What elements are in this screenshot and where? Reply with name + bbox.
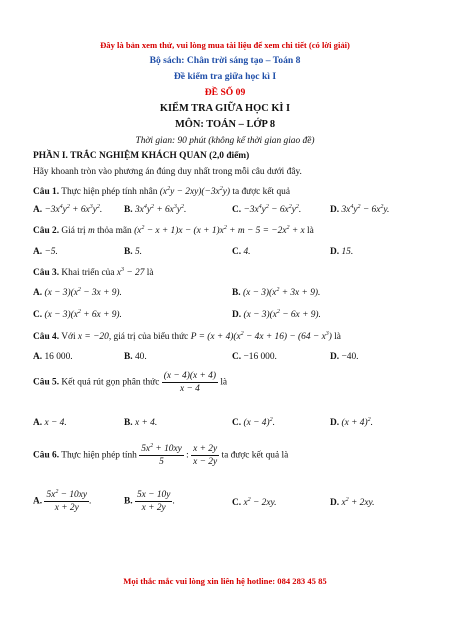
exam-description: Đề kiểm tra giữa học kì I xyxy=(173,71,277,82)
question-2: Câu 2. Giá trị m thỏa mãn $(x^2 - x + 1)x - (x + 1)x^2 + m - 5 = -2x^2 + x$ là xyxy=(33,225,314,236)
q6-option-c[interactable]: C. $x^2 - 2xy$. xyxy=(232,497,277,508)
q1-tail: ta được kết quả xyxy=(232,187,291,197)
question-3: Câu 3. Khai triển của $x^3 - 27$ là xyxy=(33,267,154,278)
q3-option-d[interactable]: D. $(x - 3)(x^2 - 6x + 9)$. xyxy=(232,309,321,320)
q5-option-b[interactable]: B. x + 4. xyxy=(124,418,158,428)
q1-option-b[interactable]: B. $3x^4y^2 + 6x^3y^2$. xyxy=(124,204,187,215)
q2-option-a[interactable]: A. −5. xyxy=(33,247,58,257)
subject-line: MÔN: TOÁN – LỚP 8 xyxy=(174,119,276,130)
q5-option-d[interactable]: D. $(x + 4)^2$. xyxy=(330,417,373,428)
q6-fraction-2: $\frac{x + 2y}{x - 2y}$ xyxy=(193,444,218,467)
q2-option-c[interactable]: C. 4. xyxy=(232,247,251,257)
q2-option-d[interactable]: D. 15. xyxy=(330,247,354,257)
part-1-heading: PHẦN I. TRẮC NGHIỆM KHÁCH QUAN (2,0 điểm) xyxy=(33,151,250,161)
preview-banner: Đây là bản xem thử, vui lòng mua tài liệu để xem chi tiết (có lời giải) xyxy=(100,40,350,50)
instruction-text: Hãy khoanh tròn vào phương án đúng duy nhất trong mỗi câu dưới đây. xyxy=(33,167,302,177)
q3-expression: $x^3 - 27$ xyxy=(116,267,145,278)
q6-divide-sign: : xyxy=(186,450,189,461)
question-5: Câu 5. Kết quả rút gọn phân thức $\frac{(x - 4)(x + 4)}{x - 4}$ là xyxy=(33,371,228,394)
q4-condition: x = −20 xyxy=(77,332,109,342)
question-4: Câu 4. Với x = −20, giá trị của biểu thức $P = (x + 4)(x^2 - 4x + 16) - (64 - x^3)$ là xyxy=(33,331,341,342)
q1-option-d[interactable]: D. $3x^4y^2 - 6x^2y$. xyxy=(330,204,390,215)
question-1 xyxy=(33,187,290,197)
q2-variable: m xyxy=(87,226,95,236)
q6-option-a[interactable]: A. $\frac{5x^2 - 10xy}{x + 2y}$ . xyxy=(33,489,92,513)
q1-text: Thực hiện phép tính nhân xyxy=(61,187,158,197)
q6-option-d[interactable]: D. $x^2 + 2xy$. xyxy=(330,497,375,508)
q1-option-a[interactable]: A. $-3x^4y^2 + 6x^3y^2$. xyxy=(33,204,103,215)
q5-label: Câu 5. xyxy=(33,377,60,388)
q3-label: Câu 3. xyxy=(33,268,60,278)
q4-label: Câu 4. xyxy=(33,332,60,342)
exam-number: ĐỀ SỐ 09 xyxy=(204,87,246,98)
q6-option-b[interactable]: B. $\frac{5x - 10y}{x + 2y}$ . xyxy=(124,490,175,513)
time-line: Thời gian: 90 phút (không kể thời gian giao đề) xyxy=(135,136,315,146)
q1-option-c[interactable]: C. $-3x^4y^2 - 6x^2y^2$. xyxy=(232,204,302,215)
hotline-footer: Mọi thắc mắc vui lòng xin liên hệ hotline: 084 283 45 85 xyxy=(123,576,327,586)
q3-option-a[interactable]: A. $(x - 3)(x^2 - 3x + 9)$. xyxy=(33,287,122,298)
exam-title: KIỂM TRA GIỮA HỌC KÌ I xyxy=(159,103,291,114)
q3-option-c[interactable]: C. $(x - 3)(x^2 + 6x + 9)$. xyxy=(33,309,122,320)
q2-option-b[interactable]: B. 5. xyxy=(124,247,142,257)
book-title: Bộ sách: Chân trời sáng tạo – Toán 8 xyxy=(149,55,301,66)
q4-expression: $P = (x + 4)(x^2 - 4x + 16) - (64 - x^3)$ xyxy=(190,331,332,342)
q4-option-c[interactable]: C. −16 000. xyxy=(232,352,277,362)
q2-equation: $(x^2 - x + 1)x - (x + 1)x^2 + m - 5 = -2x^2 + x$ xyxy=(134,225,305,236)
q5-fraction: $\frac{(x - 4)(x + 4)}{x - 4}$ xyxy=(163,371,216,394)
q4-option-a[interactable]: A. 16 000. xyxy=(33,352,73,362)
q6-label: Câu 6. xyxy=(33,450,60,461)
q3-option-b[interactable]: B. $(x - 3)(x^2 + 3x + 9)$. xyxy=(232,287,321,298)
q1-expression: $(x^2y - 2xy)(-3x^2y)$ xyxy=(159,186,230,197)
q5-option-c[interactable]: C. $(x - 4)^2$. xyxy=(232,417,275,428)
question-6: Câu 6. Thực hiện phép tính $\frac{5x^2 + 10xy}{5}$ : $\frac{x + 2y}{x - 2y}$ ta được kết quả là xyxy=(33,443,289,467)
q2-label: Câu 2. xyxy=(33,226,60,236)
q4-option-b[interactable]: B. 40. xyxy=(124,352,147,362)
q1-label: Câu 1. xyxy=(33,187,60,197)
q6-fraction-1: $\frac{5x^2 + 10xy}{5}$ xyxy=(141,443,182,467)
q5-option-a[interactable]: A. x − 4. xyxy=(33,418,67,428)
q4-option-d[interactable]: D. −40. xyxy=(330,352,359,362)
